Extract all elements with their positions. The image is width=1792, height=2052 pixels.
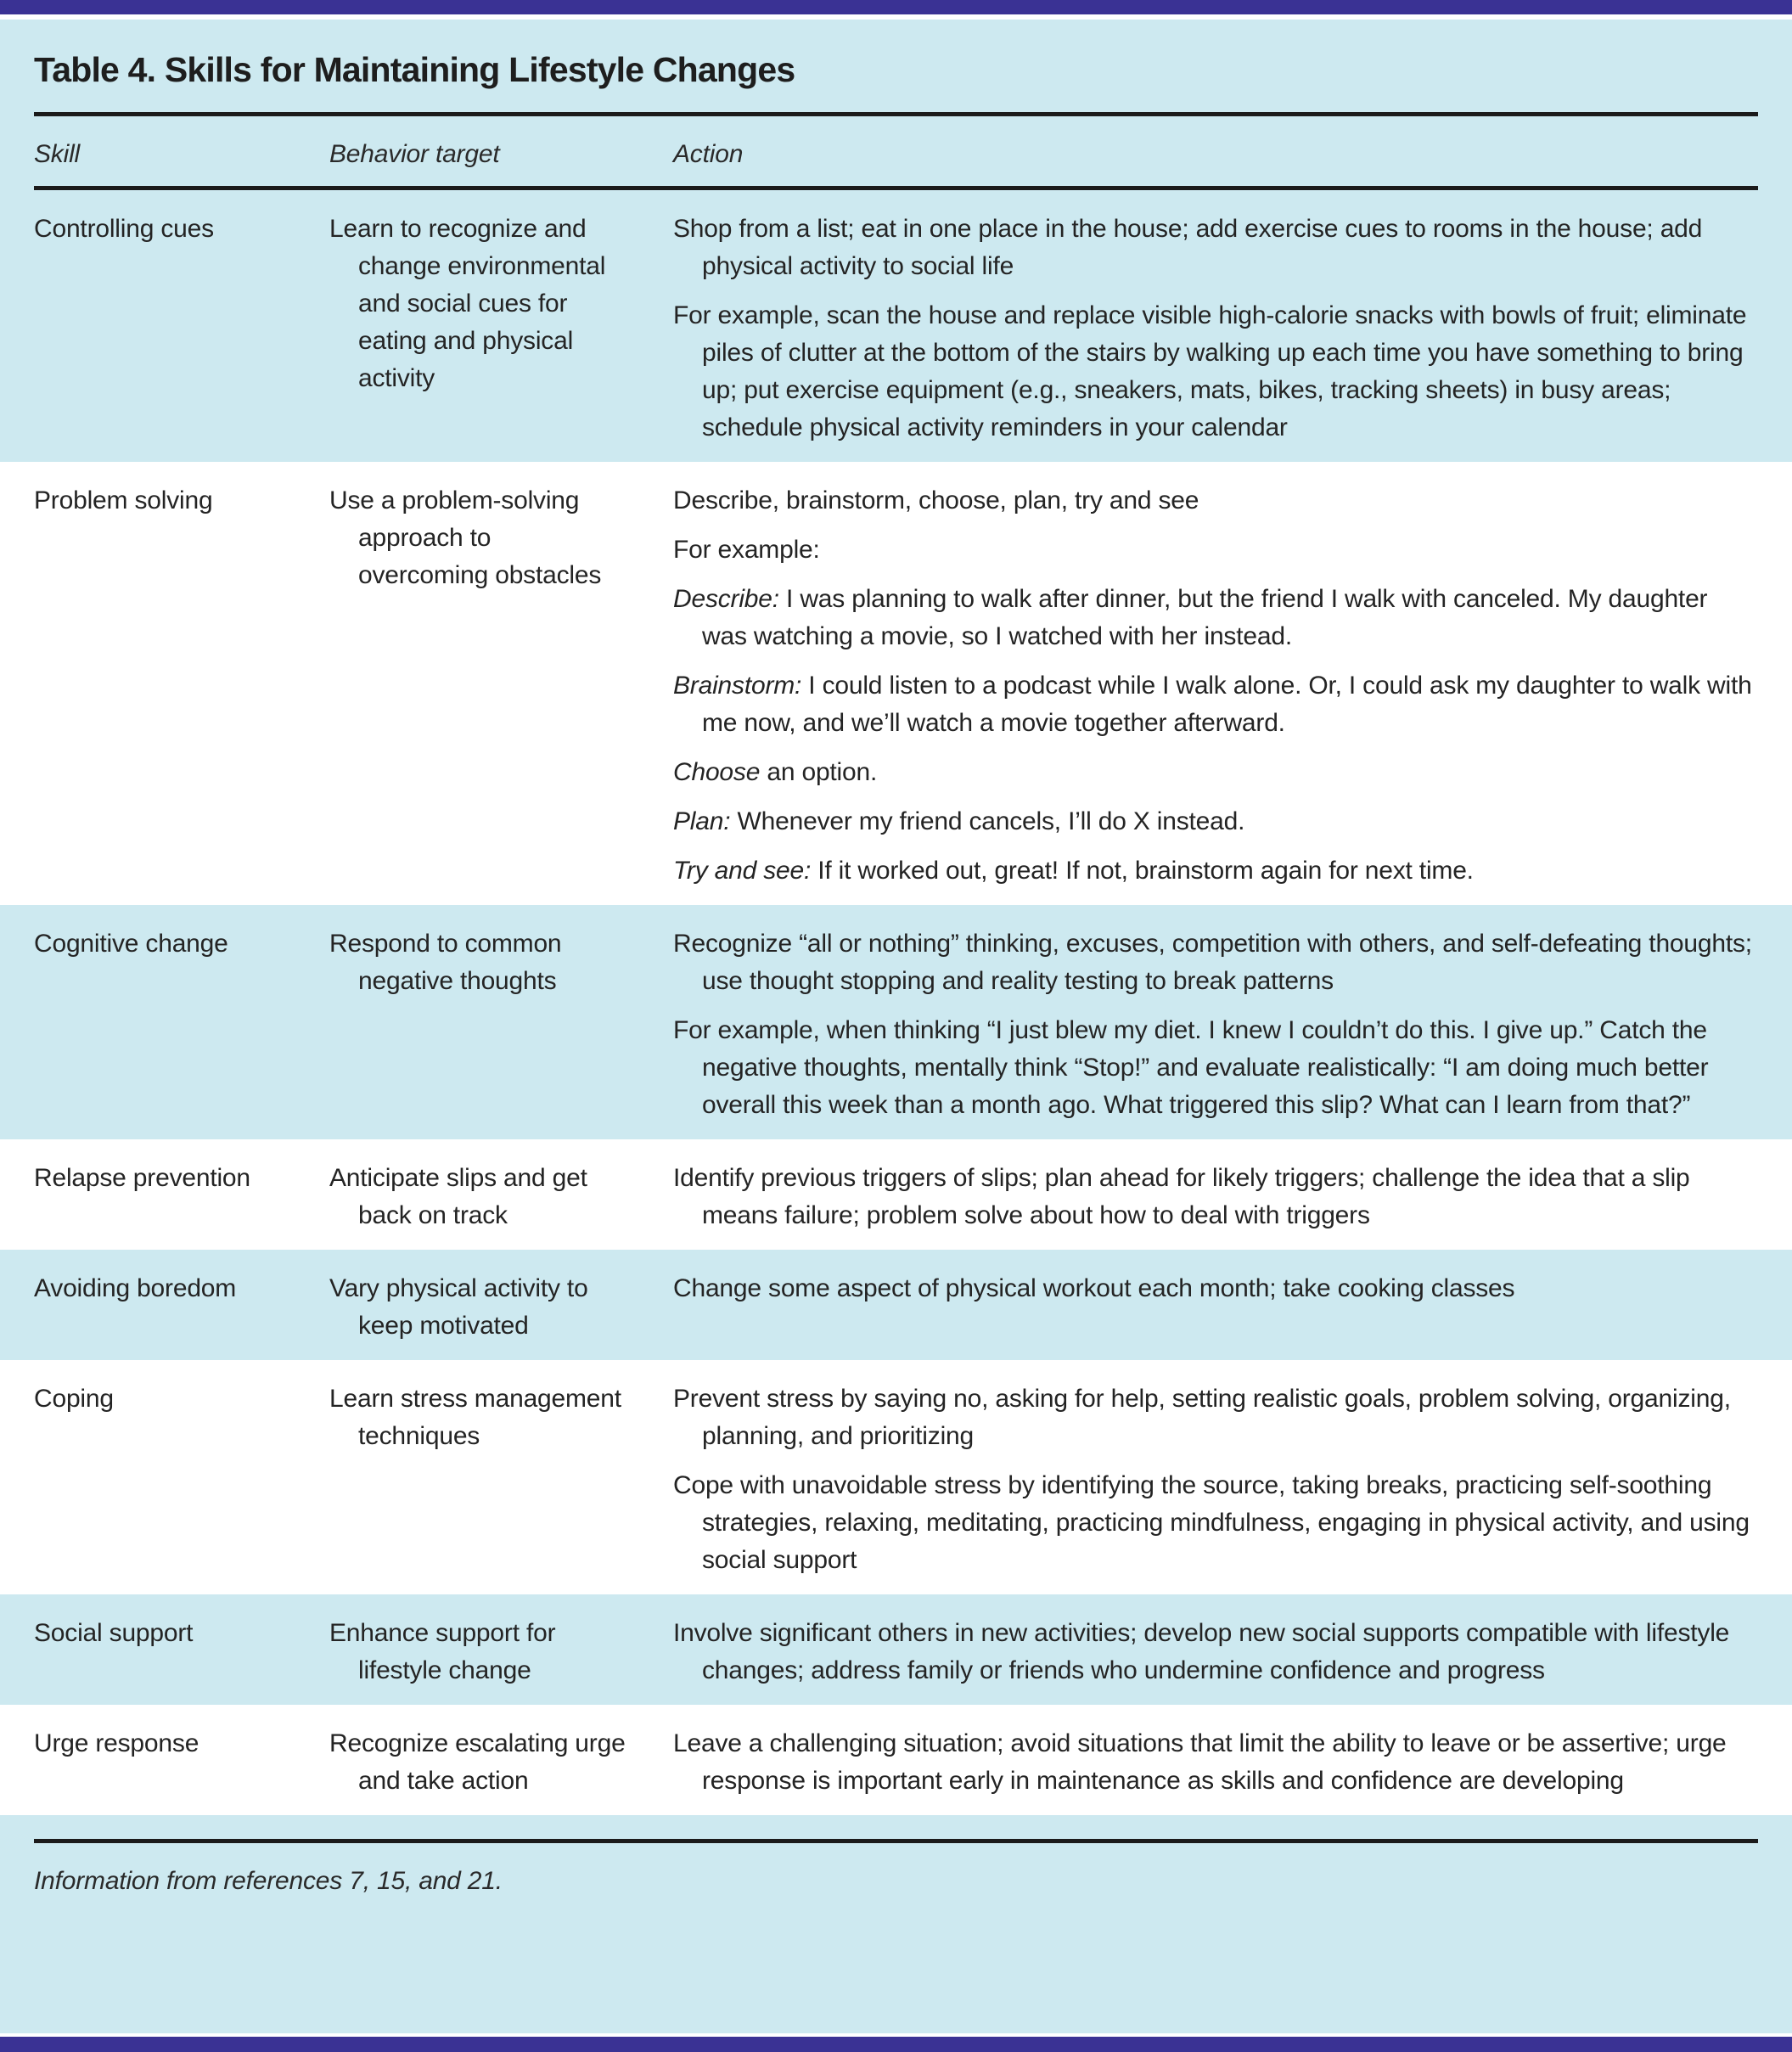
cell-behavior-target: [329, 1380, 673, 1579]
table-footer: [0, 1815, 1792, 1925]
action-paragraph: For example, scan the house and replace visible high-calorie snacks with bowls of fruit; eliminate piles of clutter at the bottom of the stairs by walking up each time you have something to bring up; put exercise equipment (e.g., sneakers, mats, bikes, tracking sheets) in busy areas; schedule physical activity reminders in your calendar: [673, 301, 1747, 441]
action-paragraph: Plan: Whenever my friend cancels, I’ll do X instead.: [673, 807, 1245, 835]
table-body: [0, 190, 1792, 1815]
skill-label: Cognitive change: [34, 930, 228, 958]
cell-behavior-target: [329, 211, 673, 447]
skill-label: Coping: [34, 1385, 114, 1413]
skill-label: Social support: [34, 1619, 194, 1647]
behavior-target-text: Learn to recognize and change environmental and social cues for eating and physical activity: [329, 215, 606, 392]
cell-action: [673, 211, 1758, 447]
cell-action: [673, 1160, 1758, 1234]
cell-skill: [34, 482, 329, 890]
behavior-target-text: Learn stress management techniques: [329, 1385, 621, 1450]
top-accent-bar: [0, 0, 1792, 20]
cell-action: [673, 1270, 1758, 1345]
cell-behavior-target: [329, 482, 673, 890]
behavior-target-text: Recognize escalating urge and take action: [329, 1729, 626, 1795]
cell-behavior-target: [329, 1160, 673, 1234]
cell-behavior-target: [329, 1615, 673, 1689]
cell-skill: [34, 1615, 329, 1689]
action-paragraph: Recognize “all or nothing” thinking, excuses, competition with others, and self-defeating thoughts; use thought stopping and reality testing to break patterns: [673, 930, 1752, 995]
column-header-behavior-target: Behavior target: [329, 140, 500, 168]
action-paragraph: Leave a challenging situation; avoid situations that limit the ability to leave or be assertive; urge response is important early in maintenance as skills and confidence are developing: [673, 1729, 1727, 1795]
cell-behavior-target: [329, 925, 673, 1124]
column-header-action: Action: [673, 140, 744, 168]
cell-skill: [34, 1725, 329, 1800]
column-header-skill: Skill: [34, 140, 81, 168]
table-row: [0, 190, 1792, 462]
action-paragraph: Involve significant others in new activities; develop new social supports compatible with lifestyle changes; address family or friends who undermine confidence and progress: [673, 1619, 1730, 1684]
cell-action: [673, 482, 1758, 890]
table-row: [0, 1139, 1792, 1250]
cell-behavior-target: [329, 1725, 673, 1800]
action-paragraph: Choose an option.: [673, 758, 878, 786]
action-paragraph: For example, when thinking “I just blew my diet. I knew I couldn’t do this. I give up.” Catch the negative thoughts, mentally think “Stop!” and evaluate realistically: “I am doing much better overall this week than a month ago. What triggered this slip? What can I learn from that?”: [673, 1016, 1709, 1119]
cell-skill: [34, 211, 329, 447]
action-paragraph: Describe, brainstorm, choose, plan, try and see: [673, 486, 1199, 514]
cell-action: [673, 925, 1758, 1124]
column-header-row: [34, 116, 1758, 186]
table-header: [0, 20, 1792, 190]
action-paragraph: Shop from a list; eat in one place in the house; add exercise cues to rooms in the house; add physical activity to social life: [673, 215, 1703, 280]
action-paragraph: For example:: [673, 536, 820, 564]
cell-behavior-target: [329, 1270, 673, 1345]
cell-skill: [34, 1270, 329, 1345]
bottom-accent-bar: [0, 2033, 1792, 2052]
table-row: [0, 462, 1792, 905]
cell-skill: [34, 1160, 329, 1234]
action-paragraph: Brainstorm: I could listen to a podcast while I walk alone. Or, I could ask my daughter to walk with me now, and we’ll watch a movie together afterward.: [673, 672, 1752, 737]
table-title: Table 4. Skills for Maintaining Lifestyle Changes: [34, 50, 795, 89]
skill-label: Avoiding boredom: [34, 1274, 237, 1302]
cell-action: [673, 1615, 1758, 1689]
behavior-target-text: Enhance support for lifestyle change: [329, 1619, 556, 1684]
table-row: [0, 905, 1792, 1139]
cell-skill: [34, 1380, 329, 1579]
table-row: [0, 1594, 1792, 1705]
behavior-target-text: Vary physical activity to keep motivated: [329, 1274, 588, 1340]
behavior-target-text: Use a problem-solving approach to overcoming obstacles: [329, 486, 602, 589]
table-container: [0, 20, 1792, 2033]
table-row: [0, 1705, 1792, 1815]
table-row: [0, 1250, 1792, 1360]
table-row: [0, 1360, 1792, 1594]
skill-label: Urge response: [34, 1729, 199, 1757]
behavior-target-text: Respond to common negative thoughts: [329, 930, 562, 995]
skill-label: Problem solving: [34, 486, 213, 514]
action-paragraph: Describe: I was planning to walk after dinner, but the friend I walk with canceled. My daughter was watching a movie, so I watched with her instead.: [673, 585, 1708, 650]
action-paragraph: Cope with unavoidable stress by identifying the source, taking breaks, practicing self-soothing strategies, relaxing, meditating, practicing mindfulness, engaging in physical activity, and using social support: [673, 1471, 1750, 1574]
skill-label: Controlling cues: [34, 215, 214, 243]
table-footnote: Information from references 7, 15, and 21.: [34, 1867, 503, 1895]
cell-action: [673, 1725, 1758, 1800]
action-paragraph: Identify previous triggers of slips; plan ahead for likely triggers; challenge the idea that a slip means failure; problem solve about how to deal with triggers: [673, 1164, 1690, 1229]
action-paragraph: Change some aspect of physical workout each month; take cooking classes: [673, 1274, 1515, 1302]
skill-label: Relapse prevention: [34, 1164, 250, 1192]
behavior-target-text: Anticipate slips and get back on track: [329, 1164, 587, 1229]
action-paragraph: Prevent stress by saying no, asking for help, setting realistic goals, problem solving, organizing, planning, and prioritizing: [673, 1385, 1731, 1450]
footer-divider: [34, 1839, 1758, 1843]
cell-action: [673, 1380, 1758, 1579]
action-paragraph: Try and see: If it worked out, great! If not, brainstorm again for next time.: [673, 857, 1474, 885]
cell-skill: [34, 925, 329, 1124]
